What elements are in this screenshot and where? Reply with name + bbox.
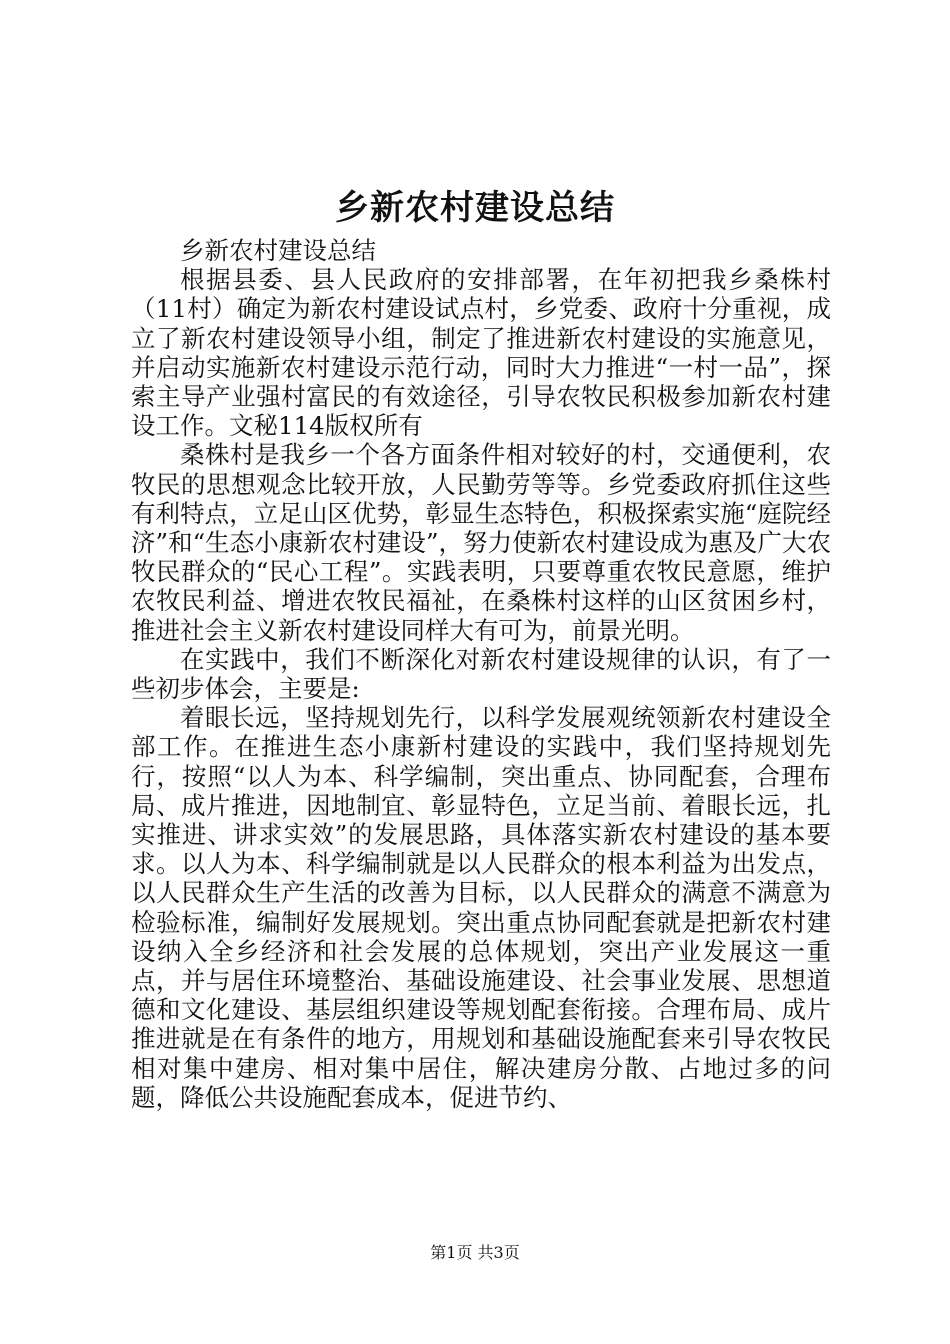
paragraph: 乡新农村建设总结 xyxy=(180,236,376,265)
document-body xyxy=(131,236,831,1112)
paragraph: 在实践中，我们不断深化对新农村建设规律的认识，有了一些初步体会，主要是: xyxy=(131,644,831,704)
document-title: 乡新农村建设总结 xyxy=(335,188,615,228)
page-footer: 第1页 共3页 xyxy=(430,1243,520,1262)
paragraph: 桑株村是我乡一个各方面条件相对较好的村，交通便利，农牧民的思想观念比较开放，人民勤劳等等。乡党委政府抓住这些有利特点，立足山区优势，彰显生态特色，积极探索实施“庭院经济”和“生态小康新农村建设”，努力使新农村建设成为惠及广大农牧民群众的“民心工程”。实践表明，只要尊重农牧民意愿，维护农牧民利益、增进农牧民福祉，在桑株村这样的山区贫困乡村，推进社会主义新农村建设同样大有可为，前景光明。 xyxy=(131,440,831,645)
paragraph: 根据县委、县人民政府的安排部署，在年初把我乡桑株村（11村）确定为新农村建设试点村，乡党委、政府十分重视，成立了新农村建设领导小组，制定了推进新农村建设的实施意见，并启动实施新农村建设示范行动，同时大力推进“一村一品”，探索主导产业强村富民的有效途径，引导农牧民积极参加新农村建设工作。文秘114版权所有 xyxy=(131,265,831,441)
paragraph: 着眼长远，坚持规划先行，以科学发展观统领新农村建设全部工作。在推进生态小康新村建设的实践中，我们坚持规划先行，按照“以人为本、科学编制，突出重点、协同配套，合理布局、成片推进，因地制宜、彰显特色，立足当前、着眼长远，扎实推进、讲求实效”的发展思路，具体落实新农村建设的基本要求。以人为本、科学编制就是以人民群众的根本利益为出发点，以人民群众生产生活的改善为目标，以人民群众的满意不满意为检验标准，编制好发展规划。突出重点协同配套就是把新农村建设纳入全乡经济和社会发展的总体规划，突出产业发展这一重点，并与居住环境整治、基础设施建设、社会事业发展、思想道德和文化建设、基层组织建设等规划配套衔接。合理布局、成片推进就是在有条件的地方，用规划和基础设施配套来引导农牧民相对集中建房、相对集中居住，解决建房分散、占地过多的问题，降低公共设施配套成本，促进节约、 xyxy=(131,703,831,1112)
